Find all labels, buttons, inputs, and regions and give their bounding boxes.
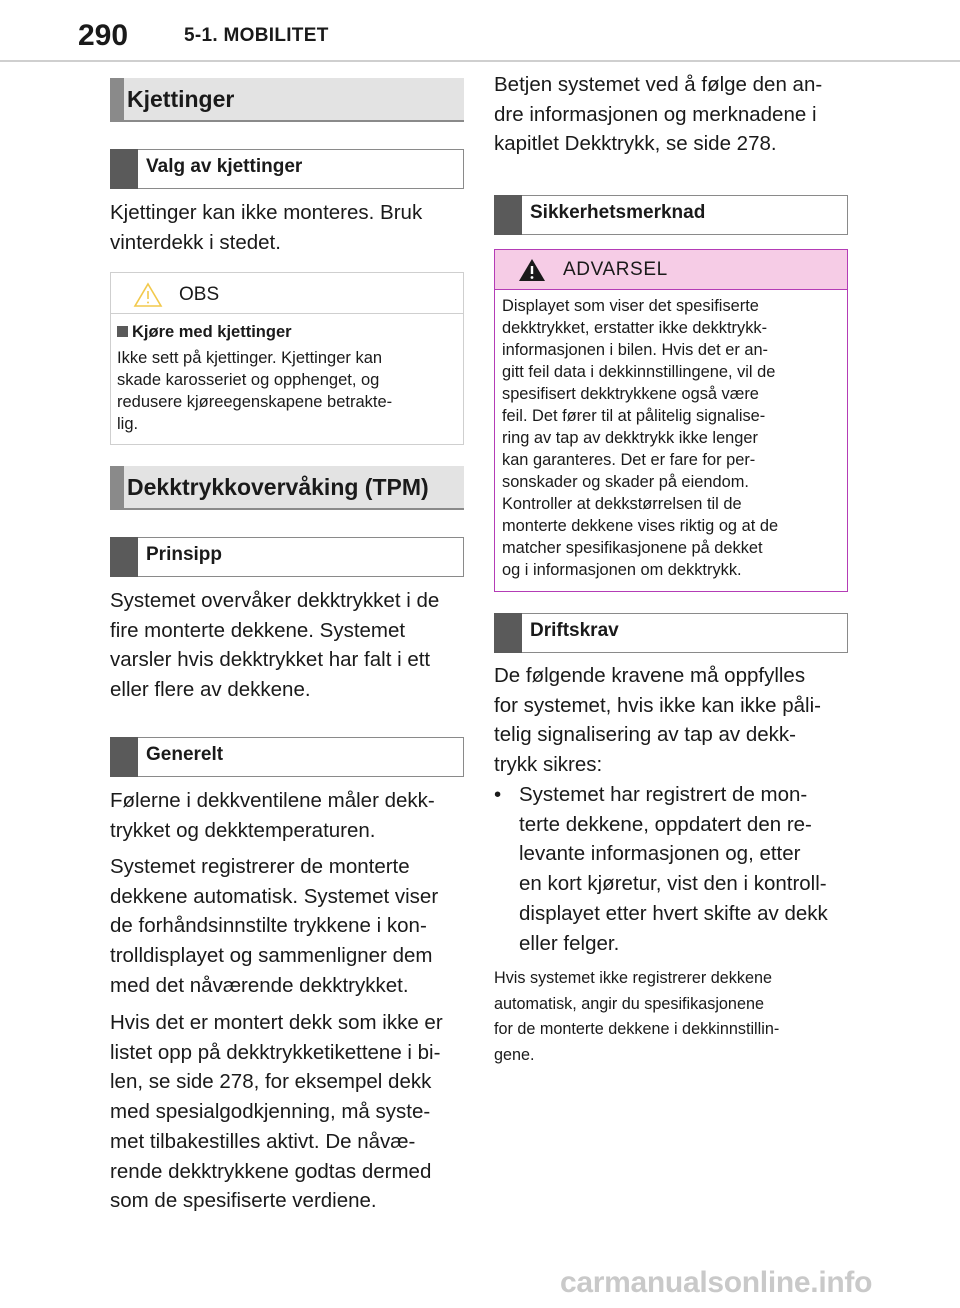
list-item bbox=[494, 780, 848, 960]
text-line: Ikke sett på kjettinger. Kjettinger kan bbox=[117, 349, 383, 367]
text-line: Følerne i dekkventilene måler dekk- bbox=[110, 789, 435, 812]
subheading-text: Sikkerhetsmerknad bbox=[530, 202, 706, 223]
page-number: 290 bbox=[78, 19, 129, 52]
sikkerhet-heading bbox=[494, 195, 848, 235]
text-line: trykket og dekktemperaturen. bbox=[110, 818, 376, 842]
heading-bar bbox=[110, 466, 124, 508]
text-line: sonskader og skader på eiendom. bbox=[502, 473, 749, 491]
text-line: De følgende kravene må oppfylles bbox=[494, 664, 806, 687]
text-line: en kort kjøretur, vist den i kontroll- bbox=[519, 872, 827, 896]
text-line: dre informasjonen og merknadene i bbox=[494, 102, 817, 126]
text-line: Systemet registrerer de monterte bbox=[110, 855, 410, 878]
subheading-text: Prinsipp bbox=[146, 544, 223, 565]
valg-heading bbox=[110, 149, 464, 189]
text-line: telig signalisering av tap av dekk- bbox=[494, 723, 796, 747]
text-line: met tilbakestilles aktivt. De nåvæ- bbox=[110, 1129, 416, 1153]
drift-heading bbox=[494, 613, 848, 653]
obs-note-header bbox=[111, 273, 463, 314]
text-line: Hvis systemet ikke registrerer dekkene bbox=[494, 969, 772, 987]
subheading-bar bbox=[110, 537, 138, 577]
text-line: de forhåndsinnstilte trykkene i kon- bbox=[110, 914, 427, 938]
header-divider bbox=[0, 60, 960, 62]
text-line: kan garanteres. Det er fare for per- bbox=[502, 451, 756, 469]
text-line: trykk sikres: bbox=[494, 753, 603, 777]
kjettinger-heading bbox=[110, 78, 464, 122]
text-line: skade karosseriet og opphenget, og bbox=[117, 371, 380, 389]
text-line: fire monterte dekkene. Systemet bbox=[110, 618, 406, 642]
generelt-paragraph-1 bbox=[110, 786, 464, 845]
text-line: for systemet, hvis ikke kan ikke påli- bbox=[494, 693, 821, 717]
obs-note bbox=[110, 272, 464, 445]
prinsipp-text bbox=[110, 586, 464, 705]
intro-text bbox=[494, 70, 848, 159]
text-line: matcher spesifikasjonene på dekket bbox=[502, 539, 763, 557]
text-line: automatisk, angir du spesifikasjonene bbox=[494, 994, 764, 1013]
text-line: dekkene automatisk. Systemet viser bbox=[110, 884, 439, 908]
tpm-heading bbox=[110, 466, 464, 510]
prinsipp-heading bbox=[110, 537, 464, 577]
text-line: redusere kjøreegenskapene betrakte- bbox=[117, 393, 393, 411]
text-line: monterte dekkene vises riktig og at de bbox=[502, 517, 779, 535]
text-line: med spesialgodkjenning, må syste- bbox=[110, 1100, 431, 1124]
text-line: varsler hvis dekktrykket har falt i ett bbox=[110, 648, 431, 672]
generelt-paragraph-3 bbox=[110, 1008, 464, 1216]
text-line: terte dekkene, oppdatert den re- bbox=[519, 812, 812, 836]
subheading-bar bbox=[110, 737, 138, 777]
subheading-text: Driftskrav bbox=[530, 620, 619, 641]
generelt-paragraph-2 bbox=[110, 852, 464, 1001]
heading-bar bbox=[110, 78, 124, 120]
text-line: Systemet har registrert de mon- bbox=[519, 783, 808, 806]
text-line: Displayet som viser det spesifiserte bbox=[502, 297, 759, 315]
warning-body bbox=[502, 295, 840, 581]
text-line: Hvis det er montert dekk som ikke er bbox=[110, 1011, 443, 1034]
text-line: Systemet overvåker dekktrykket i de bbox=[110, 589, 440, 612]
subheading-text: Valg av kjettinger bbox=[146, 156, 303, 177]
obs-subtitle bbox=[117, 321, 292, 343]
kjettinger-text bbox=[110, 198, 464, 257]
text-line: spesifisert dekktrykkene også være bbox=[502, 385, 759, 403]
text-line: ring av tap av dekktrykk ikke lenger bbox=[502, 429, 758, 447]
text-line: kapitlet Dekktrykk, se side 278. bbox=[494, 132, 777, 156]
obs-body bbox=[117, 347, 455, 435]
text-line: som de spesifiserte verdiene. bbox=[110, 1189, 377, 1213]
text-line: eller flere av dekkene. bbox=[110, 678, 311, 702]
warning-header bbox=[495, 250, 847, 290]
warning-title: ADVARSEL bbox=[563, 259, 668, 280]
text-line: og i informasjonen om dekktrykk. bbox=[502, 561, 742, 579]
warning-box bbox=[494, 249, 848, 592]
text-line: for de monterte dekkene i dekkinnstillin- bbox=[494, 1020, 780, 1039]
heading-text: Kjettinger bbox=[127, 86, 235, 112]
text-line: levante informasjonen og, etter bbox=[519, 842, 801, 866]
generelt-heading bbox=[110, 737, 464, 777]
text-line: listet opp på dekktrykketikettene i bi- bbox=[110, 1040, 441, 1064]
square-bullet-icon bbox=[117, 326, 128, 337]
text-line: gitt feil data i dekkinnstillingene, vil de bbox=[502, 363, 776, 381]
text-line: vinterdekk i stedet. bbox=[110, 230, 281, 254]
watermark: carmanualsonline.info bbox=[560, 1266, 873, 1299]
text-line: Betjen systemet ved å følge den an- bbox=[494, 73, 823, 96]
text-line: rende dekktrykkene godtas dermed bbox=[110, 1159, 432, 1183]
text-line: med det nåværende dekktrykket. bbox=[110, 973, 409, 997]
obs-subtitle-text: Kjøre med kjettinger bbox=[132, 323, 292, 341]
text-line: trolldisplayet og sammenligner dem bbox=[110, 944, 433, 968]
text-line: Kontroller at dekkstørrelsen til de bbox=[502, 495, 742, 513]
text-line: dekktrykket, erstatter ikke dekktrykk- bbox=[502, 319, 768, 337]
subheading-text: Generelt bbox=[146, 744, 224, 765]
small-note-text bbox=[494, 966, 848, 1069]
text-line: lig. bbox=[117, 415, 139, 433]
text-line: displayet etter hvert skifte av dekk bbox=[519, 901, 828, 925]
bullet-icon: • bbox=[494, 783, 502, 806]
text-line: Kjettinger kan ikke monteres. Bruk bbox=[110, 201, 423, 224]
subheading-bar bbox=[494, 613, 522, 653]
drift-text bbox=[494, 661, 848, 780]
text-line: len, se side 278, for eksempel dekk bbox=[110, 1070, 432, 1094]
warning-filled-icon bbox=[517, 257, 547, 283]
subheading-bar bbox=[494, 195, 522, 235]
page-header bbox=[0, 0, 960, 62]
text-line: feil. Det fører til at pålitelig signalise- bbox=[502, 407, 766, 425]
heading-text: Dekktrykkovervåking (TPM) bbox=[127, 474, 429, 500]
list-item-text bbox=[519, 780, 849, 958]
text-line: eller felger. bbox=[519, 931, 620, 955]
section-label: 5-1. MOBILITET bbox=[184, 25, 329, 46]
text-line: informasjonen i bilen. Hvis det er an- bbox=[502, 341, 769, 359]
subheading-bar bbox=[110, 149, 138, 189]
text-line: gene. bbox=[494, 1046, 535, 1065]
warning-outline-icon bbox=[133, 282, 163, 308]
obs-title: OBS bbox=[179, 284, 220, 305]
